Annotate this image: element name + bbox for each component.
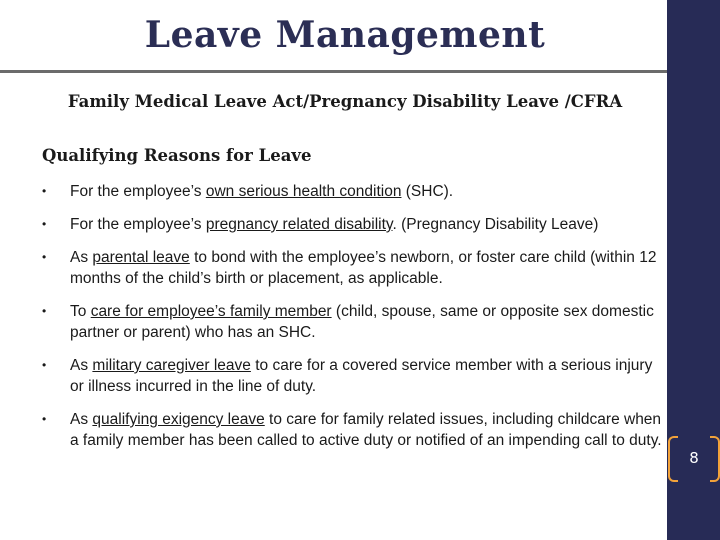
title-divider (0, 70, 667, 73)
section-heading: Qualifying Reasons for Leave (42, 146, 312, 165)
item-text-after: to care for family related issues, including childcare when a family member has been called to active duty or notified of an impending call to duty. (70, 411, 662, 449)
item-underlined-term: pregnancy related disability (205, 216, 393, 233)
item-text-after: (SHC). (401, 183, 454, 200)
item-text-before: As (70, 357, 93, 374)
list-item (42, 214, 662, 235)
item-text-before: For the employee’s (70, 216, 206, 233)
slide-title: Leave Management (144, 14, 546, 56)
bullet-icon: • (42, 184, 47, 198)
bullet-icon: • (42, 412, 47, 426)
item-underlined-term: qualifying exigency leave (92, 411, 265, 428)
bullet-icon: • (42, 358, 47, 372)
list-item (42, 247, 662, 289)
item-text-after: to bond with the employee’s newborn, or foster care child (within 12 months of the child’s birth or placement, as applicable. (70, 249, 657, 287)
item-text-after: to care for a covered service member with a serious injury or illness incurred in the line of duty. (70, 357, 653, 395)
bullet-icon: • (42, 250, 47, 264)
reasons-list (42, 181, 662, 463)
list-item (42, 409, 662, 451)
list-item (42, 301, 662, 343)
item-underlined-term: care for employee’s family member (90, 303, 332, 320)
slide-number-badge (668, 436, 720, 482)
item-text-after: (child, spouse, same or opposite sex domestic partner or parent) who has an SHC. (70, 303, 654, 341)
list-item (42, 181, 662, 202)
item-underlined-term: own serious health condition (205, 183, 402, 200)
item-text-before: As (70, 411, 93, 428)
item-text-after: . (Pregnancy Disability Leave) (392, 216, 599, 233)
item-text-before: To (70, 303, 91, 320)
slide-number: 8 (689, 449, 699, 467)
item-underlined-term: military caregiver leave (92, 357, 251, 374)
bullet-icon: • (42, 217, 47, 231)
item-text-before: As (70, 249, 93, 266)
bullet-icon: • (42, 304, 47, 318)
list-item (42, 355, 662, 397)
slide-subtitle: Family Medical Leave Act/Pregnancy Disability Leave /CFRA (67, 92, 623, 111)
item-text-before: For the employee’s (70, 183, 206, 200)
item-underlined-term: parental leave (92, 249, 190, 266)
